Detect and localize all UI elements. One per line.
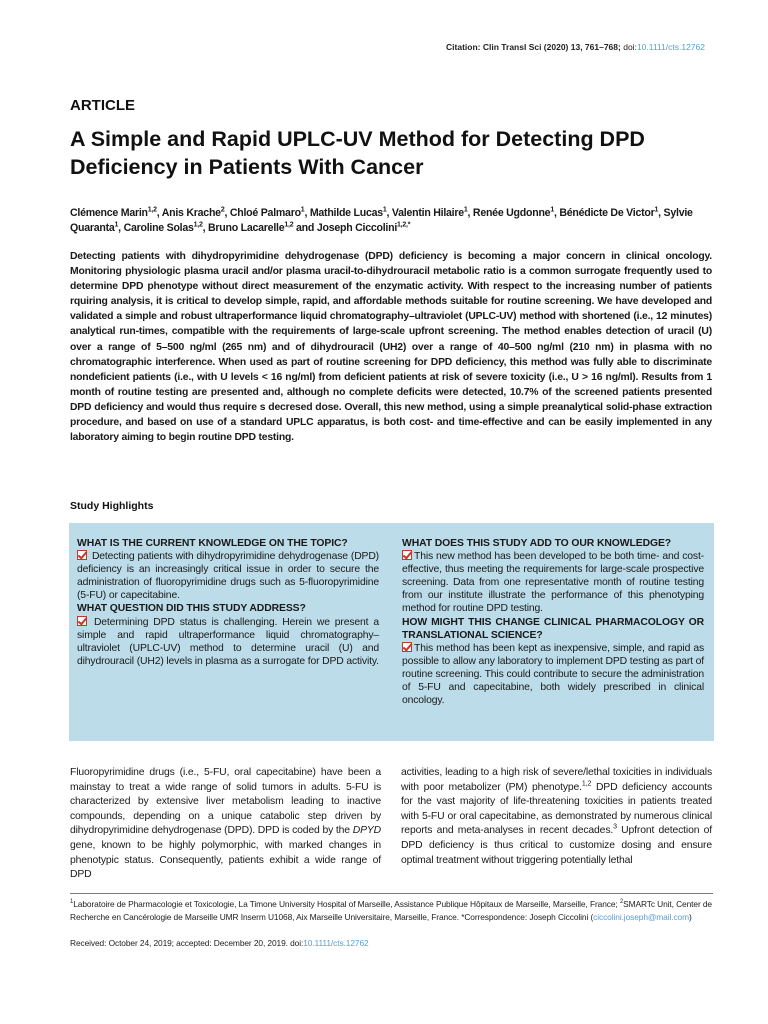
- highlight-question: WHAT IS THE CURRENT KNOWLEDGE ON THE TOPIC?: [77, 538, 348, 549]
- author-name: Bénédicte De Victor: [559, 207, 655, 219]
- received-text: Received: October 24, 2019; accepted: December 20, 2019. doi:: [70, 938, 304, 948]
- footer-doi-link[interactable]: 10.1111/cts.12762: [303, 938, 369, 948]
- affiliation-text: Laboratoire de Pharmacologie et Toxicologie, La Timone University Hospital of Marseille, Assistance Publique Hôpitaux de Marseille, Marseille, France;: [73, 899, 620, 909]
- gene-name: DPYD: [352, 825, 381, 837]
- highlight-answer-text: This new method has been developed to be both time- and cost-effective, thus meeting the requirements for large-scale prospective screening. Data from one representative month of routine testing from our institute illustrate the performance of this phenotyping method for routine DPD testing.: [402, 551, 704, 615]
- highlights-right-column: [402, 537, 704, 707]
- author-name: Renée Ugdonne: [472, 207, 551, 219]
- highlight-answer-text: Detecting patients with dihydropyrimidine dehydrogenase (DPD) deficiency is an increasingly critical issue in order to secure the administration of fluoropyrimidine drugs such as 5-fluoropyrimidine (5-FU) or capecitabine.: [77, 551, 379, 602]
- author-affiliation-marker: 1,2: [147, 206, 157, 214]
- received-dates: [70, 938, 369, 948]
- citation-label: Citation: Clin Transl Sci (2020) 13, 761–768;: [446, 42, 621, 52]
- study-highlights-box: [69, 523, 714, 741]
- author-separator: ,: [202, 222, 209, 234]
- author-name: Chloé Palmaro: [229, 207, 301, 219]
- affiliation-marker: 1: [70, 899, 74, 906]
- article-type: ARTICLE: [70, 97, 135, 114]
- body-text: activities, leading to a high risk of severe/lethal toxicities in individuals with poor metabolizer (PM) phenotype.: [401, 767, 712, 793]
- highlight-answer: [402, 642, 704, 707]
- body-text: Fluoropyrimidine drugs (i.e., 5-FU, oral capecitabine) have been a mainstay to treat a wide range of solid tumors in adults. 5-FU is characterized by extensive liver metabolism leading to inactive compounds, depending on a unique catabolic step driven by dihydropyrimidine dehydrogenase (DPD). DPD is coded by the: [70, 767, 381, 837]
- author-name: Joseph Ciccolini: [316, 222, 398, 234]
- abstract: Detecting patients with dihydropyrimidine dehydrogenase (DPD) deficiency is becoming a major concern in clinical oncology. Monitoring physiologic plasma uracil and/or plasma uracil-to-dihydrouracil metabolic ratio is a common surrogate frequently used to determine DPD phenotype without direct measurement of the enzymatic activity. With respect to the increasing number of patients rquiring analysis, it is critical to develop simple, rapid, and affordable methods suitable for routine screening. We have developed and validated a simple and robust ultraperformance liquid chromatography–ultraviolet (UPLC-UV) method with shortened (i.e., 12 minutes) analytical run-times, compatible with the requirements of large-scale upfront screening. The method enables detection of uracil (U) over a range of 5–500 ng/ml (265 nm) and of dihydrouracil (UH2) over a range of 40–500 ng/ml (210 nm) in plasma with no chromatographic interference. When used as part of routine screening for DPD deficiency, this method was fully able to discriminate nondeficient patients (i.e., with U levels < 16 ng/ml) from deficient patients at risk of severe toxicity (i.e., U > 16 ng/ml). Results from 1 month of routine testing are presented and, although no complete deficits were detected, 10.7% of the screened patients presented DPD deficiency and would thus require s decresed dose. Overall, this new method, using a simple preanalytical solid-phase extraction procedure, and based on use of a standard UPLC apparatus, is both cost- and time-effective and can be easily implemented in any laboratory aiming to begin routine DPD testing.: [70, 251, 712, 444]
- author-separator: ,: [304, 207, 310, 219]
- author-name: Bruno Lacarelle: [208, 222, 285, 234]
- affiliation-text: SMARTc Unit, Center de Recherche en Cancérologie de Marseille UMR Inserm U1068, Aix Marseille Universitaire, Marseille, France. *Correspondence: Joseph Ciccolini (: [70, 899, 712, 922]
- author-separator: ,: [224, 207, 230, 219]
- author-affiliation-marker: 1,2: [284, 221, 294, 229]
- author-separator: ,: [118, 222, 124, 234]
- author-name: Mathilde Lucas: [309, 207, 383, 219]
- author-affiliation-marker: 1: [300, 206, 305, 214]
- author-separator: and: [293, 222, 317, 234]
- body-text-left-column: [70, 766, 381, 883]
- footnote-divider: [70, 893, 713, 894]
- highlight-answer: [77, 616, 379, 668]
- doi-prefix: doi:: [623, 42, 637, 52]
- article-title: A Simple and Rapid UPLC-UV Method for Detecting DPD Deficiency in Patients With Cancer: [70, 127, 645, 179]
- body-text-right-column: [401, 766, 712, 868]
- author-separator: ,: [467, 207, 473, 219]
- author-affiliation-marker: 1: [382, 206, 387, 214]
- author-name: Clémence Marin: [70, 207, 148, 219]
- checkbox-icon: [402, 642, 412, 652]
- body-text: Upfront detection of DPD deficiency is thus critical to customize dosing and ensure optimal treatment without triggering potentially lethal: [401, 825, 713, 866]
- checkbox-icon: [402, 550, 412, 560]
- author-name: Valentin Hilaire: [391, 207, 464, 219]
- body-text: gene, known to be highly polymorphic, with marked changes in phenotypic status. Consequently, patients exhibit a wide range of DPD: [70, 839, 381, 881]
- highlight-question: WHAT DOES THIS STUDY ADD TO OUR KNOWLEDGE?: [402, 538, 672, 549]
- author-separator: ,: [658, 207, 664, 219]
- highlights-left-column: [77, 537, 379, 668]
- affiliation-marker: 2: [619, 899, 624, 906]
- highlight-question: WHAT QUESTION DID THIS STUDY ADDRESS?: [77, 603, 306, 615]
- author-name: Sylvie Quaranta: [70, 207, 693, 234]
- author-name: Caroline Solas: [123, 222, 194, 234]
- author-affiliation-marker: 1: [114, 221, 119, 229]
- checkbox-icon: [77, 550, 87, 560]
- author-affiliation-marker: 2: [220, 206, 225, 214]
- author-list: [70, 206, 710, 236]
- doi-link[interactable]: 10.1111/cts.12762: [636, 42, 705, 52]
- author-affiliation-marker: 1,2,*: [397, 221, 411, 229]
- highlight-answer: [77, 550, 379, 602]
- affiliations-footnote: [70, 898, 713, 923]
- highlight-answer-text: Determining DPD status is challenging. Herein we present a simple and rapid ultraperformance liquid chromatography–ultraviolet (UPLC-UV) method to determine uracil (U) and dihydrouracil (UH2) levels in plasma as a surrogate for DPD activity.: [77, 616, 379, 667]
- author-affiliation-marker: 1: [550, 206, 554, 214]
- highlight-answer-text: This method has been kept as inexpensive, simple, and rapid as possible to allow any laboratory to implement DPD testing as part of routine screening. This could contribute to secure the administration of 5-FU and capecitabine, both widely prescribed in clinical oncology.: [402, 642, 704, 707]
- punctuation: ): [689, 911, 692, 922]
- author-name: Anis Krache: [161, 207, 221, 219]
- author-separator: ,: [156, 207, 162, 219]
- correspondence-email-link[interactable]: ciccolini.joseph@mail.com: [593, 911, 689, 922]
- author-affiliation-marker: 1: [654, 206, 659, 214]
- author-affiliation-marker: 1,2: [193, 221, 203, 229]
- author-separator: ,: [386, 207, 392, 219]
- author-separator: ,: [553, 207, 560, 219]
- citation-line: [446, 42, 705, 52]
- author-affiliation-marker: 1: [463, 206, 468, 214]
- body-text: DPD deficiency accounts for the vast majority of life-threatening toxicities in patients treated with 5-FU or oral capecitabine, as demonstrated by numerous clinical reports and meta-analyses in recent decades.: [401, 781, 712, 837]
- highlight-answer: [402, 550, 704, 615]
- reference-marker[interactable]: 1,2: [581, 780, 592, 788]
- reference-marker[interactable]: 3: [613, 823, 617, 831]
- checkbox-icon: [77, 616, 87, 626]
- highlight-question: HOW MIGHT THIS CHANGE CLINICAL PHARMACOLOGY OR TRANSLATIONAL SCIENCE?: [402, 616, 704, 641]
- study-highlights-title: Study Highlights: [70, 500, 154, 512]
